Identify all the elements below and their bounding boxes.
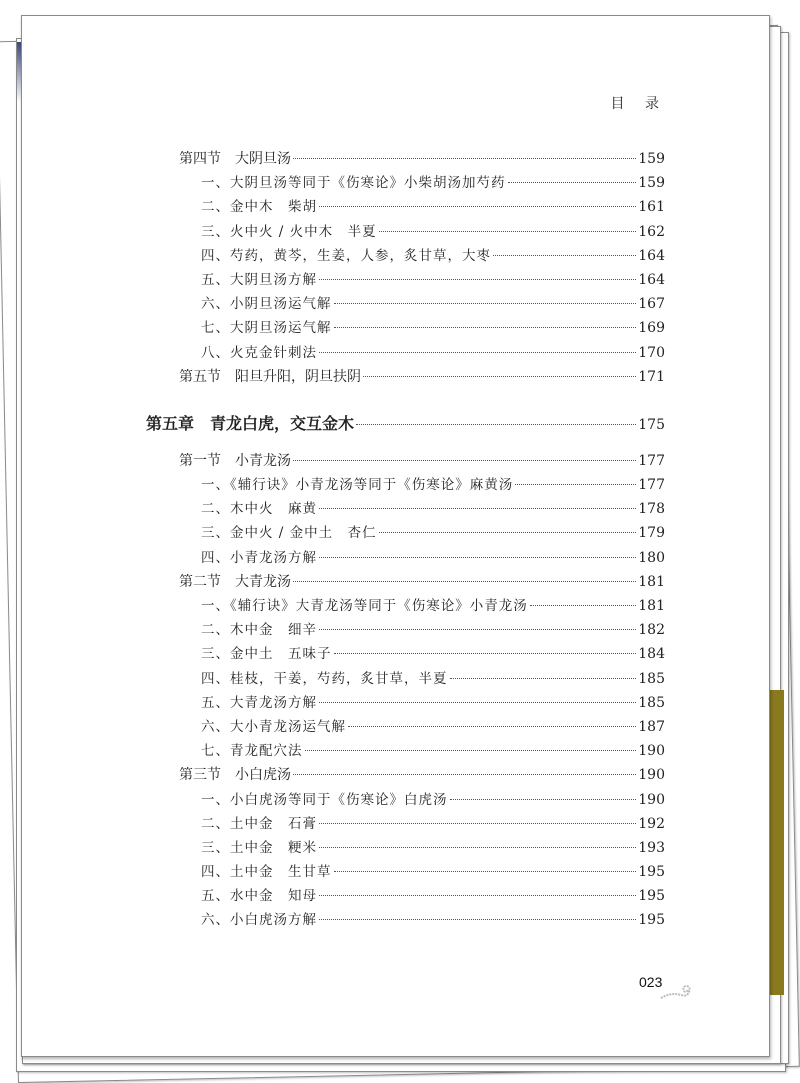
toc-page-number: 169 bbox=[638, 320, 665, 337]
toc-chapter[interactable] bbox=[22, 411, 665, 437]
leader-dots bbox=[379, 231, 637, 232]
toc-label: 六、小白虎汤方解 bbox=[201, 912, 317, 929]
toc-label: 一、小白虎汤等同于《伤寒论》白虎汤 bbox=[201, 791, 448, 808]
toc-section[interactable] bbox=[22, 449, 665, 473]
toc-item[interactable] bbox=[22, 715, 665, 739]
toc-label: 七、青龙配穴法 bbox=[201, 743, 303, 760]
leader-dots bbox=[319, 629, 636, 630]
toc-label: 二、木中金 细辛 bbox=[201, 622, 317, 639]
toc-item[interactable] bbox=[22, 788, 665, 812]
toc-label: 一、大阴旦汤等同于《伤寒论》小柴胡汤加芍药 bbox=[201, 175, 506, 192]
toc-label: 五、大阴旦汤方解 bbox=[201, 271, 317, 288]
toc-item[interactable] bbox=[22, 473, 665, 497]
toc-page-number: 159 bbox=[638, 151, 665, 167]
toc-section[interactable] bbox=[22, 147, 665, 171]
page-header: 目 录 bbox=[610, 96, 667, 112]
leader-dots bbox=[356, 424, 636, 425]
toc-label: 第五章 青龙白虎，交互金木 bbox=[146, 413, 355, 433]
page-edge-tab bbox=[768, 690, 784, 995]
toc-label: 三、土中金 粳米 bbox=[201, 839, 317, 856]
toc-page-number: 164 bbox=[638, 247, 665, 264]
leader-dots bbox=[334, 327, 637, 328]
leader-dots bbox=[515, 484, 636, 485]
leader-dots bbox=[334, 653, 637, 654]
toc-page-number: 195 bbox=[638, 864, 665, 881]
leader-dots bbox=[319, 352, 636, 353]
toc-label: 四、小青龙汤方解 bbox=[201, 549, 317, 566]
leader-dots bbox=[530, 605, 637, 606]
toc-label: 三、火中火 / 火中木 半夏 bbox=[201, 223, 377, 240]
toc-label: 二、木中火 麻黄 bbox=[201, 501, 317, 518]
toc-label: 第五节 阳旦升阳，阴旦扶阴 bbox=[179, 368, 361, 385]
toc-page-number: 175 bbox=[638, 416, 665, 433]
page-number: 023 bbox=[639, 974, 663, 990]
toc-label: 二、土中金 石膏 bbox=[201, 815, 317, 832]
toc-item[interactable] bbox=[22, 497, 665, 521]
toc-label: 第二节 大青龙汤 bbox=[179, 573, 291, 590]
toc-item[interactable] bbox=[22, 642, 665, 666]
toc-label: 一、《辅行诀》小青龙汤等同于《伤寒论》麻黄汤 bbox=[201, 477, 514, 494]
leader-dots bbox=[319, 206, 636, 207]
leader-dots bbox=[450, 678, 637, 679]
leader-dots bbox=[319, 847, 636, 848]
leader-dots bbox=[293, 774, 636, 775]
toc-page-number: 164 bbox=[638, 271, 665, 288]
toc-page-number: 190 bbox=[638, 791, 665, 808]
toc-item[interactable] bbox=[22, 667, 665, 691]
toc-section[interactable] bbox=[22, 365, 665, 389]
toc-page-number: 185 bbox=[638, 670, 665, 687]
leader-dots bbox=[319, 919, 636, 920]
toc-label: 一、《辅行诀》大青龙汤等同于《伤寒论》小青龙汤 bbox=[201, 598, 528, 614]
leader-dots bbox=[508, 182, 637, 183]
toc-label: 六、大小青龙汤运气解 bbox=[201, 718, 346, 735]
toc-page-number: 170 bbox=[638, 344, 665, 361]
toc-label: 第一节 小青龙汤 bbox=[179, 452, 291, 469]
toc-label: 第三节 小白虎汤 bbox=[179, 767, 291, 784]
leader-dots bbox=[319, 823, 636, 824]
toc-label: 第四节 大阴旦汤 bbox=[179, 151, 291, 167]
toc-page-number: 177 bbox=[638, 477, 665, 494]
toc-item[interactable] bbox=[22, 739, 665, 763]
toc-label: 六、小阴旦汤运气解 bbox=[201, 296, 332, 313]
toc-page-number: 190 bbox=[638, 743, 665, 760]
leader-dots bbox=[319, 557, 636, 558]
toc-item[interactable] bbox=[22, 812, 665, 836]
toc-page-number: 179 bbox=[638, 525, 665, 542]
toc-label: 五、大青龙汤方解 bbox=[201, 694, 317, 711]
toc-page-number: 187 bbox=[638, 718, 665, 735]
leader-dots bbox=[293, 158, 636, 159]
toc-page-number: 184 bbox=[638, 646, 665, 663]
toc-item[interactable] bbox=[22, 244, 665, 268]
toc-item[interactable] bbox=[22, 691, 665, 715]
toc-page-number: 192 bbox=[638, 815, 665, 832]
toc-page-number: 182 bbox=[638, 622, 665, 639]
toc-page-number: 167 bbox=[638, 296, 665, 313]
toc-page-number: 185 bbox=[638, 694, 665, 711]
toc-item[interactable] bbox=[22, 220, 665, 244]
toc-item[interactable] bbox=[22, 195, 665, 219]
toc-item[interactable] bbox=[22, 341, 665, 365]
toc-label: 七、大阴旦汤运气解 bbox=[201, 320, 332, 337]
toc-page-number: 171 bbox=[638, 368, 665, 385]
toc-page-number: 159 bbox=[638, 175, 665, 192]
toc-label: 三、金中火 / 金中土 杏仁 bbox=[201, 525, 377, 542]
toc-page-number: 180 bbox=[638, 549, 665, 566]
toc-label: 三、金中土 五味子 bbox=[201, 646, 332, 663]
toc-label: 四、桂枝，干姜，芍药，炙甘草，半夏 bbox=[201, 670, 448, 687]
toc-label: 二、金中木 柴胡 bbox=[201, 199, 317, 216]
table-of-contents bbox=[22, 147, 769, 933]
toc-item[interactable] bbox=[22, 546, 665, 570]
leader-dots bbox=[379, 532, 637, 533]
toc-page-number: 195 bbox=[638, 888, 665, 905]
leader-dots bbox=[319, 508, 636, 509]
toc-page-number: 162 bbox=[638, 223, 665, 240]
toc-page-number: 178 bbox=[638, 501, 665, 518]
toc-item[interactable] bbox=[22, 316, 665, 340]
toc-item[interactable] bbox=[22, 292, 665, 316]
toc-page-number: 195 bbox=[638, 912, 665, 929]
toc-page-number: 181 bbox=[638, 598, 665, 614]
toc-item[interactable] bbox=[22, 860, 665, 884]
leader-dots bbox=[319, 702, 636, 703]
toc-page-number: 181 bbox=[638, 573, 665, 590]
toc-item[interactable] bbox=[22, 594, 665, 618]
leader-dots bbox=[334, 871, 637, 872]
leader-dots bbox=[319, 279, 636, 280]
leader-dots bbox=[319, 895, 636, 896]
toc-label: 四、土中金 生甘草 bbox=[201, 864, 332, 881]
toc-label: 四、芍药，黄芩，生姜，人参，炙甘草，大枣 bbox=[201, 247, 491, 264]
toc-section[interactable] bbox=[22, 763, 665, 787]
toc-item[interactable] bbox=[22, 521, 665, 545]
toc-label: 五、水中金 知母 bbox=[201, 888, 317, 905]
leader-dots bbox=[348, 726, 636, 727]
leader-dots bbox=[334, 303, 637, 304]
toc-item[interactable] bbox=[22, 884, 665, 908]
leader-dots bbox=[450, 799, 637, 800]
toc-page-number: 161 bbox=[638, 199, 665, 216]
toc-item[interactable] bbox=[22, 908, 665, 932]
toc-page-number: 177 bbox=[638, 452, 665, 469]
toc-item[interactable] bbox=[22, 836, 665, 860]
toc-page-number: 190 bbox=[638, 767, 665, 784]
toc-item[interactable] bbox=[22, 171, 665, 195]
toc-section[interactable] bbox=[22, 570, 665, 594]
cloud-ornament-icon bbox=[659, 982, 699, 1004]
toc-page-number: 193 bbox=[638, 839, 665, 856]
leader-dots bbox=[305, 750, 637, 751]
leader-dots bbox=[293, 460, 636, 461]
leader-dots bbox=[493, 255, 636, 256]
toc-page bbox=[21, 15, 770, 1057]
leader-dots bbox=[363, 376, 636, 377]
toc-item[interactable] bbox=[22, 618, 665, 642]
toc-label: 八、火克金针刺法 bbox=[201, 344, 317, 361]
leader-dots bbox=[293, 581, 636, 582]
toc-item[interactable] bbox=[22, 268, 665, 292]
